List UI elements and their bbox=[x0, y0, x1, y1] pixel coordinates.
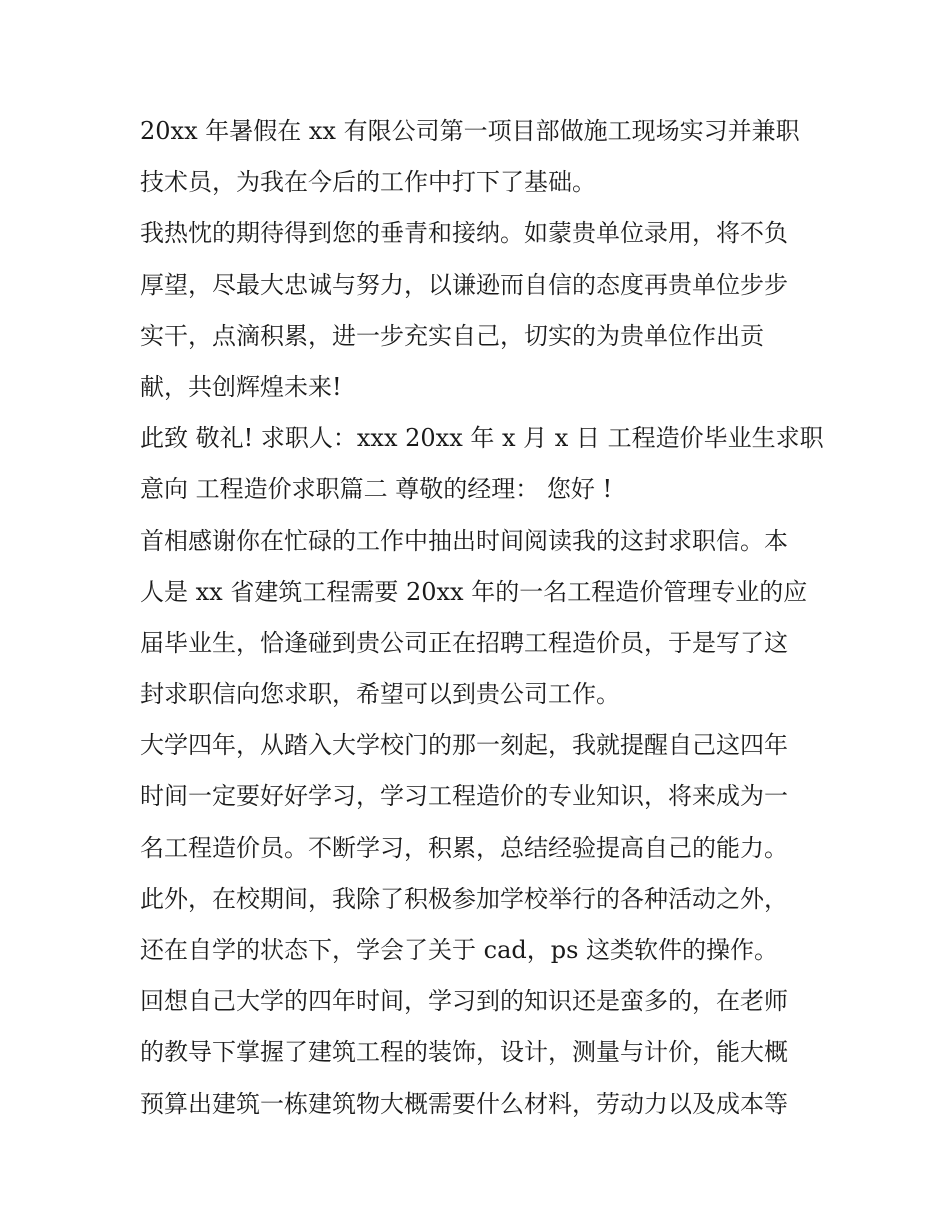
text-line: 封求职信向您求职，希望可以到贵公司工作。 bbox=[140, 680, 620, 709]
text-line: 20xx 年暑假在 xx 有限公司第一项目部做施工现场实习并兼职 bbox=[140, 117, 800, 145]
text-line: 届毕业生，恰逢碰到贵公司正在招聘工程造价员，于是写了这 bbox=[140, 628, 788, 657]
text-line: 献，共创辉煌未来! bbox=[140, 372, 342, 401]
text-line: 技术员，为我在今后的工作中打下了基础。 bbox=[140, 168, 596, 197]
text-line: 还在自学的状态下，学会了关于 cad，ps 这类软件的操作。 bbox=[140, 936, 779, 964]
text-line: 预算出建筑一栋建筑物大概需要什么材料，劳动力以及成本等 bbox=[140, 1089, 788, 1118]
text-line: 意向 工程造价求职篇二 尊敬的经理： 您好 ! bbox=[140, 475, 613, 504]
text-line: 此致 敬礼! 求职人：xxx 20xx 年 x 月 x 日 工程造价毕业生求职 bbox=[140, 424, 824, 453]
text-line: 时间一定要好好学习，学习工程造价的专业知识，将来成为一 bbox=[140, 782, 788, 811]
text-line: 名工程造价员。不断学习，积累，总结经验提高自己的能力。 bbox=[140, 833, 788, 862]
text-line: 的教导下掌握了建筑工程的装饰，设计，测量与计价，能大概 bbox=[140, 1038, 788, 1067]
text-line: 人是 xx 省建筑工程需要 20xx 年的一名工程造价管理专业的应 bbox=[140, 577, 808, 606]
text-line: 此外，在校期间，我除了积极参加学校举行的各种活动之外， bbox=[140, 884, 788, 913]
text-line: 我热忱的期待得到您的垂青和接纳。如蒙贵单位录用，将不负 bbox=[140, 219, 788, 248]
document-body bbox=[140, 106, 830, 1130]
text-line: 实干，点滴积累，进一步充实自己，切实的为贵单位作出贡 bbox=[140, 321, 764, 350]
text-line: 回想自己大学的四年时间，学习到的知识还是蛮多的，在老师 bbox=[140, 987, 788, 1016]
text-line: 首相感谢你在忙碌的工作中抽出时间阅读我的这封求职信。本 bbox=[140, 526, 788, 555]
text-line: 大学四年，从踏入大学校门的那一刻起，我就提醒自己这四年 bbox=[140, 731, 788, 760]
text-line: 厚望，尽最大忠诚与努力，以谦逊而自信的态度再贵单位步步 bbox=[140, 270, 788, 299]
